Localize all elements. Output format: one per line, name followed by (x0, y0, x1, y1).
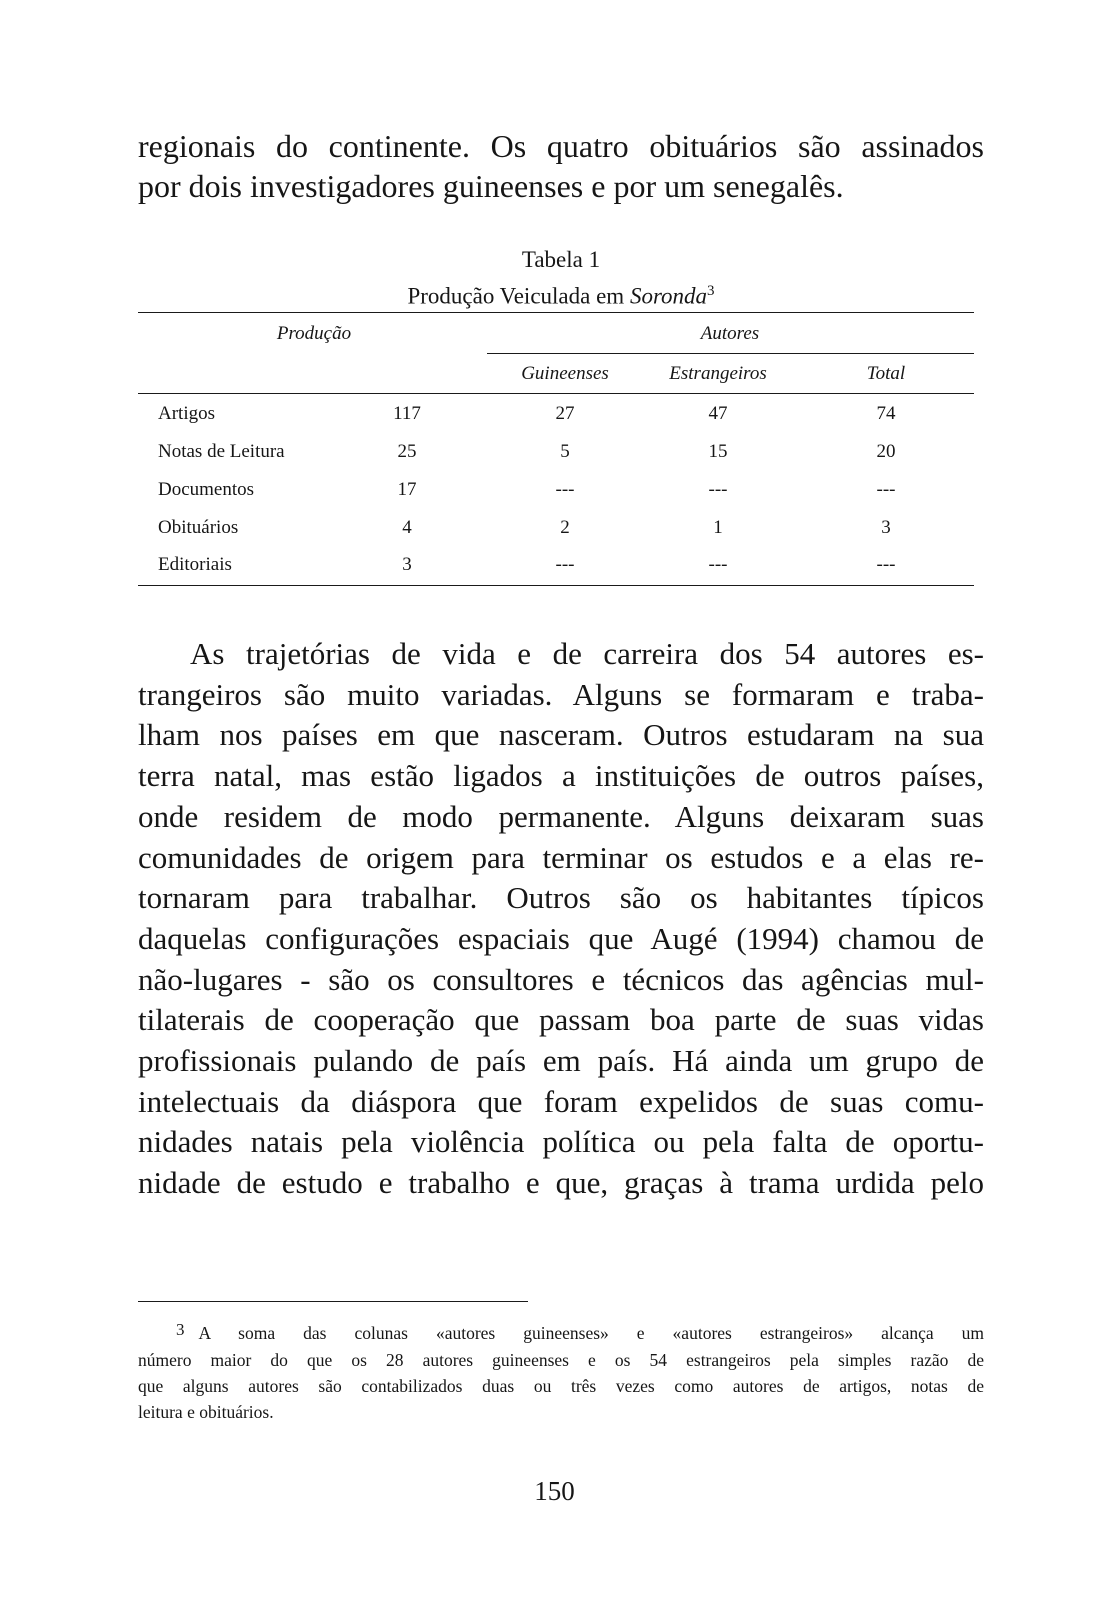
cell-producao: 3 (402, 554, 412, 575)
body-line: nidade de estudo e trabalho e que, graças à trama urdida pelo (138, 1165, 984, 1201)
cell-estrangeiros: --- (708, 479, 728, 500)
body-line: As trajetórias de vida e de carreira dos 54 autores es- (190, 636, 984, 671)
cell-producao: 4 (402, 517, 412, 538)
cell-total: --- (876, 554, 896, 575)
body-line: trangeiros são muito variadas. Alguns se formaram e traba- (138, 676, 984, 712)
body-line: lham nos países em que nasceram. Outros estudaram na sua (138, 717, 984, 753)
footnote-line: que alguns autores são contabilizados duas ou três vezes como autores de artigos, notas de (138, 1376, 984, 1396)
table-subtitle (138, 276, 984, 312)
table-top-rule (138, 312, 974, 313)
body-line: daquelas configurações espaciais que Augé (1994) chamou de (138, 920, 984, 956)
footnote-line-text: A soma das colunas «autores guineenses» e «autores estrangeiros» alcança um (198, 1323, 984, 1343)
body-line: não-lugares - são os consultores e técnicos das agências mul- (138, 961, 984, 997)
row-label: Documentos (158, 479, 255, 500)
cell-guineenses: --- (555, 554, 575, 575)
autores-rule (487, 353, 974, 354)
footnote-line: número maior do que os 28 autores guineenses e os 54 estrangeiros pela simples razão de (138, 1350, 984, 1370)
cell-estrangeiros: 1 (713, 517, 723, 538)
page-number: 150 (534, 1476, 575, 1506)
cell-guineenses: 27 (555, 403, 575, 424)
header-rule (138, 393, 974, 394)
header-autores: Autores (700, 323, 760, 344)
footnote-number: 3 (176, 1320, 185, 1339)
header-producao: Produção (276, 323, 352, 344)
row-label: Notas de Leitura (158, 441, 285, 462)
body-line: terra natal, mas estão ligados a instituições de outros países, (138, 758, 984, 794)
intro-paragraph (138, 126, 984, 206)
body-line: tilaterais de cooperação que passam boa parte de suas vidas (138, 1002, 984, 1038)
intro-line: por dois investigadores guineenses e por um senegalês. (138, 168, 844, 204)
table-subtitle-text: Produção Veiculada em (407, 283, 630, 309)
cell-guineenses: 5 (560, 441, 570, 462)
cell-producao: 117 (393, 403, 421, 424)
body-line: nidades natais pela violência política ou pela falta de oportu- (138, 1124, 984, 1160)
body-line: comunidades de origem para terminar os estudos e a elas re- (138, 839, 984, 875)
cell-total: 20 (876, 441, 896, 462)
body-line: profissionais pulando de país em país. Há ainda um grupo de (138, 1043, 984, 1079)
cell-total: --- (876, 479, 896, 500)
header-estrangeiros: Estrangeiros (669, 363, 767, 384)
header-guineenses: Guineenses (521, 363, 609, 384)
body-line: onde residem de modo permanente. Alguns deixaram suas (138, 798, 984, 834)
footnote-line (138, 1320, 984, 1347)
cell-estrangeiros: --- (708, 554, 728, 575)
table-bottom-rule (138, 585, 974, 586)
footnote-ref: 3 (707, 283, 715, 299)
cell-guineenses: 2 (560, 517, 570, 538)
row-label: Artigos (158, 403, 215, 424)
row-label: Editoriais (158, 554, 232, 575)
footnote (138, 1320, 984, 1425)
cell-guineenses: --- (555, 479, 575, 500)
footnote-line: leitura e obituários. (138, 1402, 274, 1422)
row-label: Obituários (158, 517, 239, 538)
table-subtitle-journal: Soronda (629, 283, 708, 309)
body-line: tornaram para trabalhar. Outros são os habitantes típicos (138, 880, 984, 916)
cell-estrangeiros: 47 (708, 403, 728, 424)
cell-estrangeiros: 15 (708, 441, 728, 462)
intro-line: regionais do continente. Os quatro obituários são assinados (138, 128, 984, 164)
header-total: Total (866, 363, 906, 384)
cell-producao: 17 (397, 479, 417, 500)
cell-total: 3 (881, 517, 891, 538)
body-paragraph (138, 634, 984, 1204)
cell-producao: 25 (397, 441, 417, 462)
table-title: Tabela 1 (521, 247, 601, 272)
body-line: intelectuais da diáspora que foram expelidos de suas comu- (138, 1083, 984, 1119)
footnote-separator (138, 1301, 528, 1302)
cell-total: 74 (876, 403, 896, 424)
